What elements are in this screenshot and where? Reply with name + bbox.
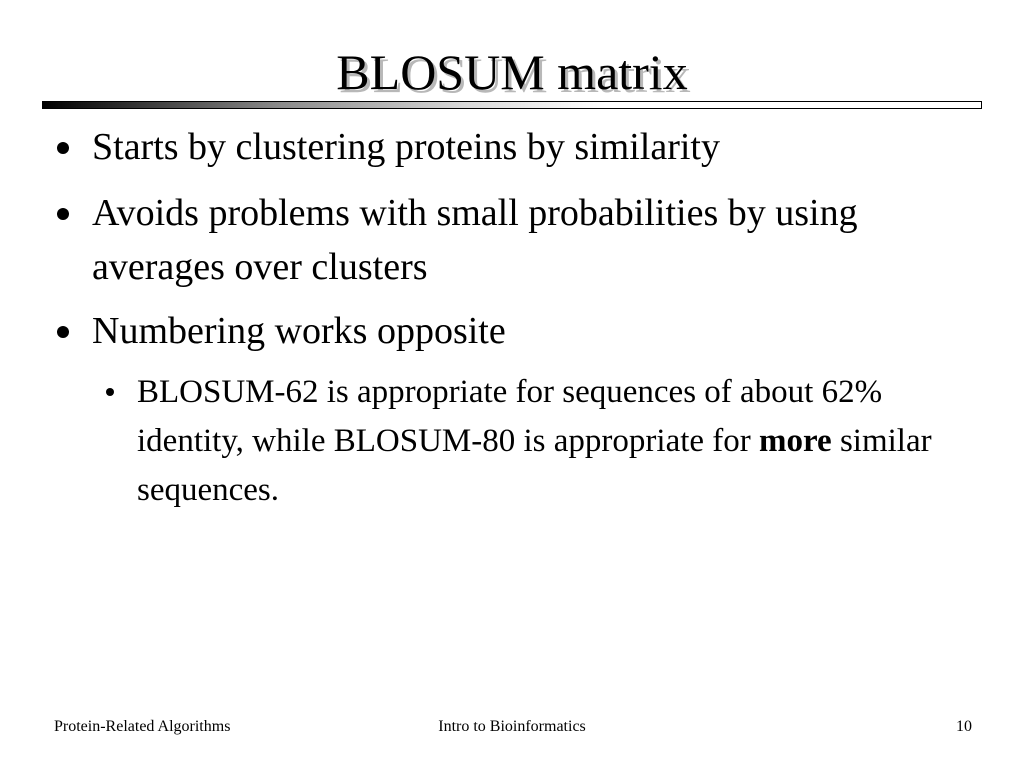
bullet-item-1: Starts by clustering proteins by similarity [92,126,720,168]
title-underline-rule [42,101,982,109]
bullet-dot-icon [57,326,69,338]
bullet-item-3: Numbering works opposite [92,310,506,352]
bullet-item-2: Avoids problems with small probabilities by using averages over clusters [92,192,858,288]
slide-number: 10 [956,718,972,735]
sub-bullet-item-1 [137,368,967,515]
bullet-dot-icon [57,142,69,154]
sub-bullet-text-part1: BLOSUM-62 is appropriate for sequences of about 62% identity, while BLOSUM-80 is appropriate for [137,374,883,459]
footer-left-text: Protein-Related Algorithms [54,718,231,735]
footer-center-text: Intro to Bioinformatics [438,718,586,735]
bullet-dot-icon [57,208,69,220]
slide-title: BLOSUM matrix [336,44,688,100]
sub-bullet-bold-word: more [759,423,832,459]
sub-bullet-dot-icon [106,388,114,396]
sub-bullet-text-part2: similar sequences. [137,423,932,508]
